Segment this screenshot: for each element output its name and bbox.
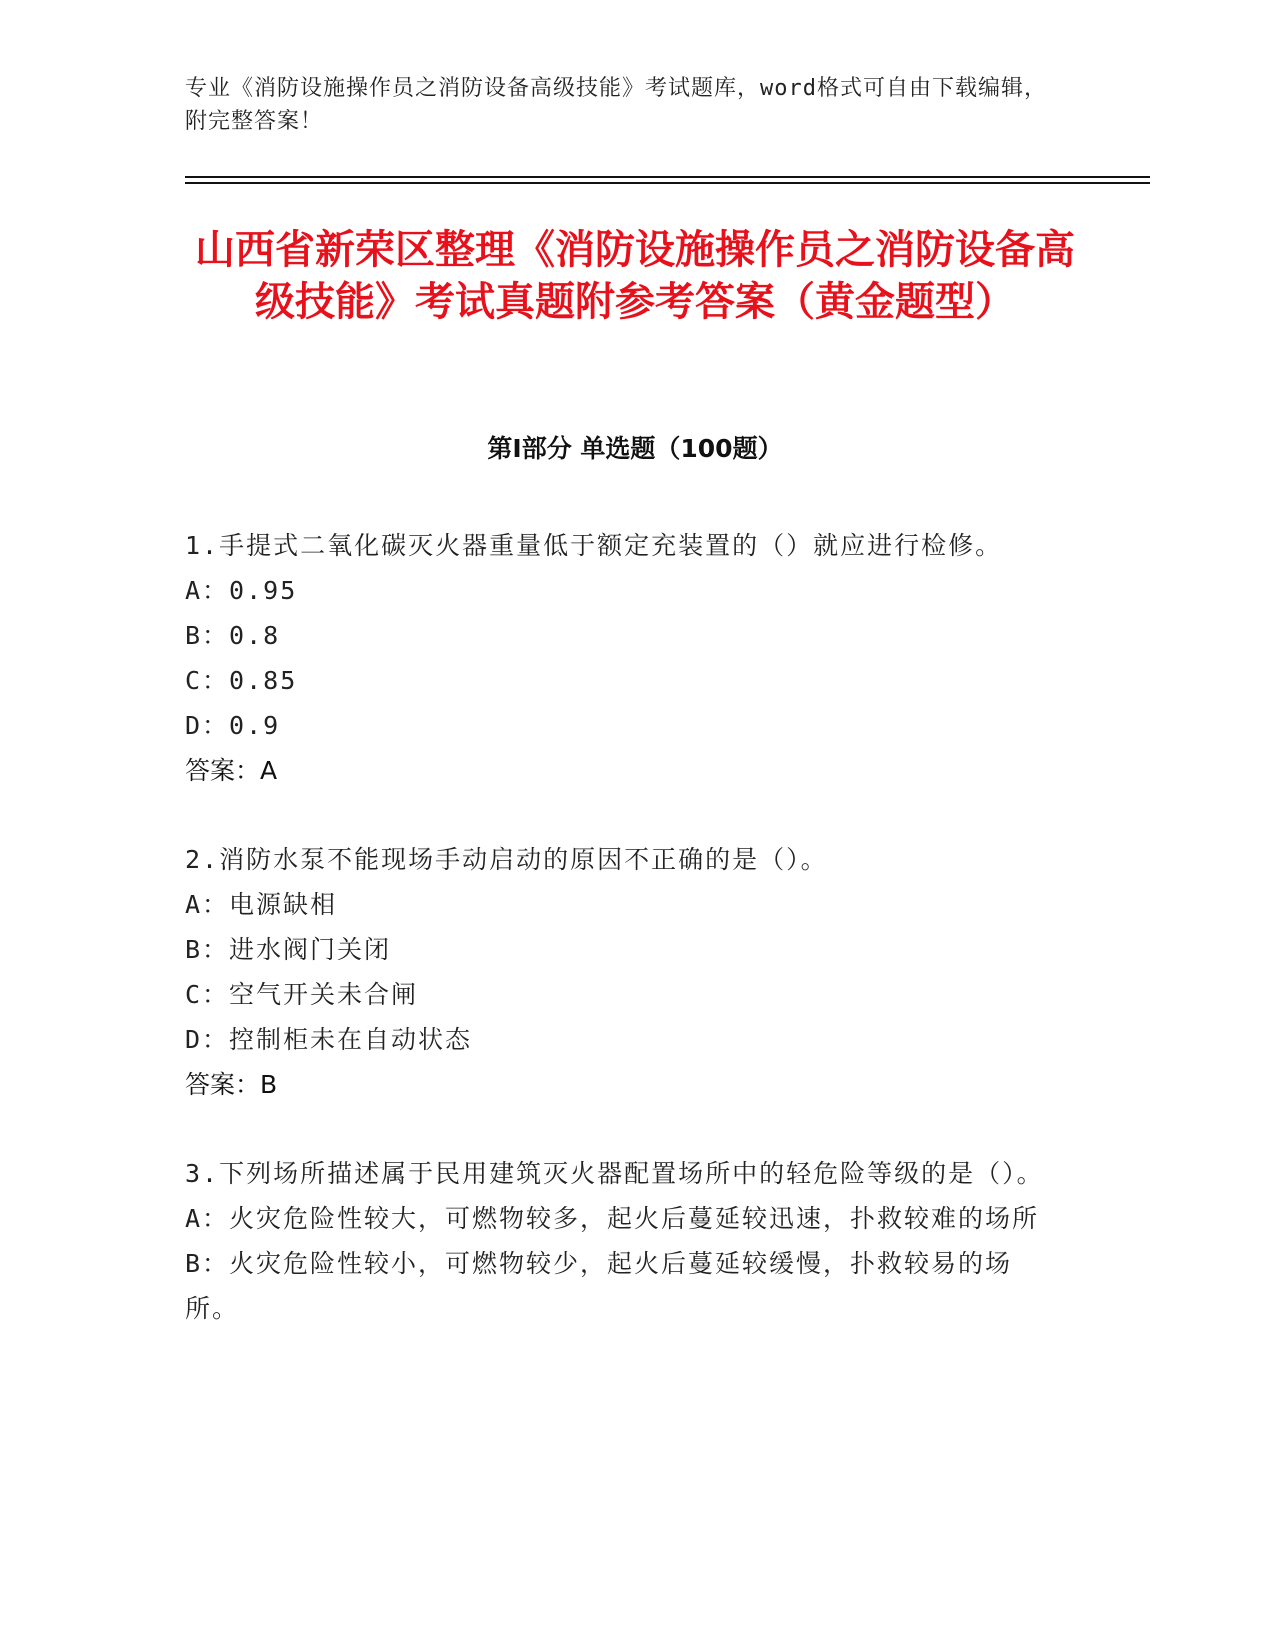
option-c: C：0.85	[185, 666, 298, 695]
question-3	[185, 1151, 1065, 1331]
option-a: A：0.95	[185, 576, 298, 605]
answer: 答案：B	[185, 1070, 278, 1099]
answer: 答案：A	[185, 756, 278, 785]
option-a: A：火灾危险性较大，可燃物较多，起火后蔓延较迅速，扑救较难的场所	[185, 1204, 1040, 1233]
question-stem: 1.手提式二氧化碳灭火器重量低于额定充装置的（）就应进行检修。	[185, 531, 1003, 560]
header-note: 专业《消防设施操作员之消防设备高级技能》考试题库，word格式可自由下载编辑，附完整答案！	[185, 76, 1047, 134]
document-title: 山西省新荣区整理《消防设施操作员之消防设备高级技能》考试真题附参考答案（黄金题型）	[195, 227, 1075, 325]
question-2	[185, 837, 1065, 1107]
question-1	[185, 523, 1065, 793]
option-a: A：电源缺相	[185, 890, 338, 919]
option-c: C：空气开关未合闸	[185, 980, 419, 1009]
question-stem: 3.下列场所描述属于民用建筑灭火器配置场所中的轻危险等级的是（）。	[185, 1159, 1044, 1188]
option-b: B：火灾危险性较小，可燃物较少，起火后蔓延较缓慢，扑救较易的场所。	[185, 1249, 1013, 1323]
header-divider-top	[185, 176, 1150, 178]
section-title: 第I部分 单选题（100题）	[487, 434, 783, 463]
option-d: D：0.9	[185, 711, 281, 740]
option-b: B：进水阀门关闭	[185, 935, 392, 964]
question-stem: 2.消防水泵不能现场手动启动的原因不正确的是（）。	[185, 845, 828, 874]
header-divider-bottom	[185, 182, 1150, 184]
question-list	[185, 523, 1065, 1375]
option-d: D：控制柜未在自动状态	[185, 1025, 473, 1054]
option-b: B：0.8	[185, 621, 281, 650]
